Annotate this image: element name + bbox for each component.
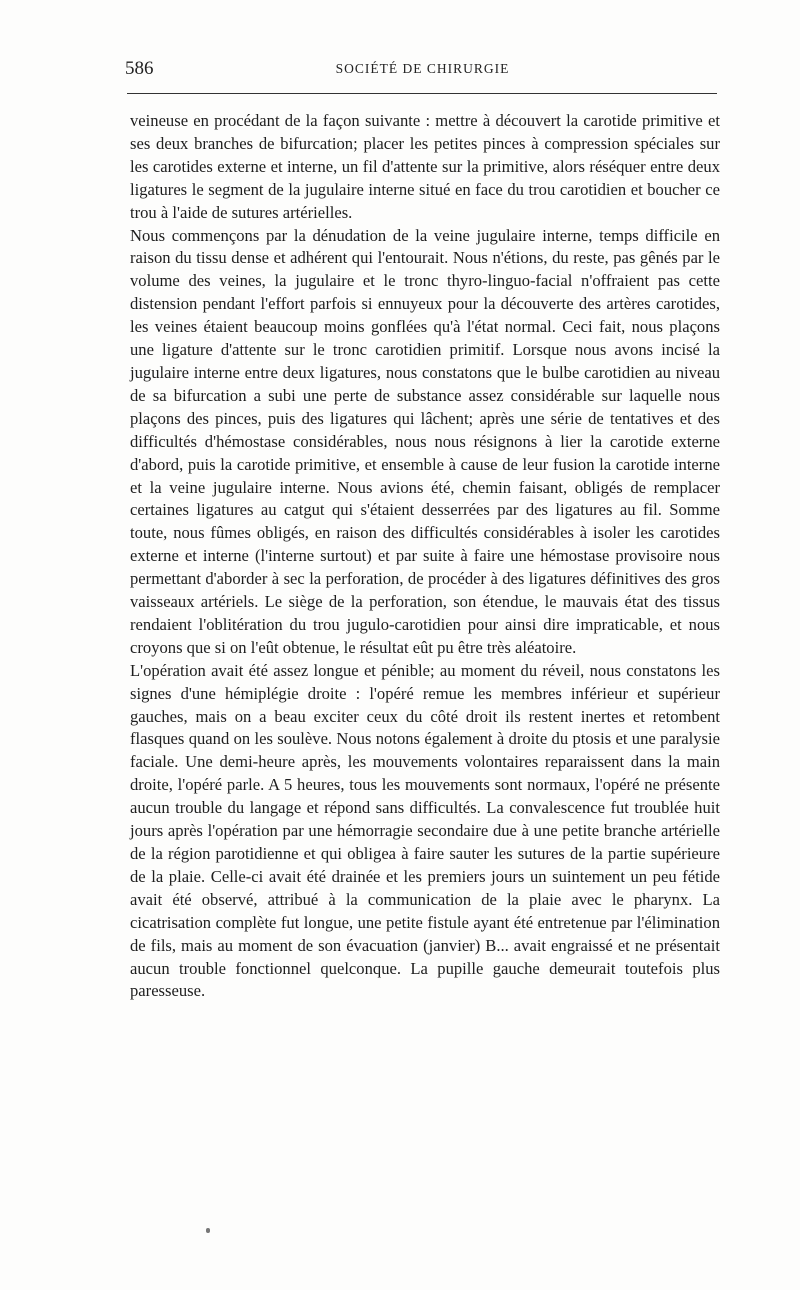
page-header [125,58,720,82]
body-text [130,110,720,1003]
header-rule [127,93,717,94]
paragraph-2: Nous commençons par la dénudation de la veine jugulaire interne, temps difficile en raison du tissu dense et adhérent qui l'entourait. Nous n'étions, du reste, pas gênés par le volume des veines, la jugulaire et le tronc thyro-linguo-facial n'offraient pas cette distension pendant l'effort parfois si ennuyeux pour la découverte des artères carotides, les veines étaient beaucoup moins gonflées qu'à l'état normal. Ceci fait, nous plaçons une ligature d'attente sur le tronc carotidien primitif. Lorsque nous avons incisé la jugulaire interne entre deux ligatures, nous constatons que le bulbe carotidien au niveau de sa bifurcation a subi une perte de substance assez considérable sur laquelle nous plaçons des pinces, puis des ligatures qui lâchent; après une série de tentatives et des difficultés d'hémostase considérables, nous nous résignons à lier la carotide externe d'abord, puis la carotide primitive, et ensemble à cause de leur fusion la carotide interne et la veine jugulaire interne. Nous avions été, chemin faisant, obligés de remplacer certaines ligatures au catgut qui s'étaient desserrées par des ligatures au fil. Somme toute, nous fûmes obligés, en raison des difficultés considérables à isoler les carotides externe et interne (l'interne surtout) et par suite à faire une hémostase provisoire nous permettant d'aborder à sec la perforation, de procéder à des ligatures définitives des gros vaisseaux artériels. Le siège de la perforation, son étendue, le mauvais état des tissus rendaient l'oblitération du trou jugulo-carotidien pour ainsi dire impraticable, et nous croyons que si on l'eût obtenue, le résultat eût pu être très aléatoire. [130,225,720,657]
ink-speck [206,1228,210,1233]
running-head: SOCIÉTÉ DE CHIRURGIE [335,61,510,76]
paragraph-1: veineuse en procédant de la façon suivante : mettre à découvert la carotide primitive et ses deux branches de bifurcation; placer les petites pinces à compression spéciales sur les carotides externe et interne, un fil d'attente sur la primitive, alors réséquer entre deux ligatures le segment de la jugulaire interne situé en face du trou carotidien et boucher ce trou à l'aide de sutures artérielles. [130,111,720,222]
paragraph-3: L'opération avait été assez longue et pénible; au moment du réveil, nous constatons les signes d'une hémiplégie droite : l'opéré remue les membres inférieur et supérieur gauches, mais on a beau exciter ceux du côté droit ils restent inertes et retombent flasques quand on les soulève. Nous notons également à droite du ptosis et une paralysie faciale. Une demi-heure après, les mouvements volontaires reparaissent dans la main droite, l'opéré parle. A 5 heures, tous les mouvements sont normaux, l'opéré ne présente aucun trouble du langage et répond sans difficultés. La convalescence fut troublée huit jours après l'opération par une hémorragie secondaire due à une petite branche artérielle de la région parotidienne et qui obligea à faire sauter les sutures de la partie supérieure de la plaie. Celle-ci avait été drainée et les premiers jours un suintement un peu fétide avait été observé, attribué à la communication de la plaie avec le pharynx. La cicatrisation complète fut longue, une petite fistule ayant été entretenue par l'élimination de fils, mais au moment de son évacuation (janvier) B... avait engraissé et ne présentait aucun trouble fonctionnel quelconque. La pupille gauche demeurait toutefois plus paresseuse. [130,660,720,1001]
page-number: 586 [125,58,154,79]
